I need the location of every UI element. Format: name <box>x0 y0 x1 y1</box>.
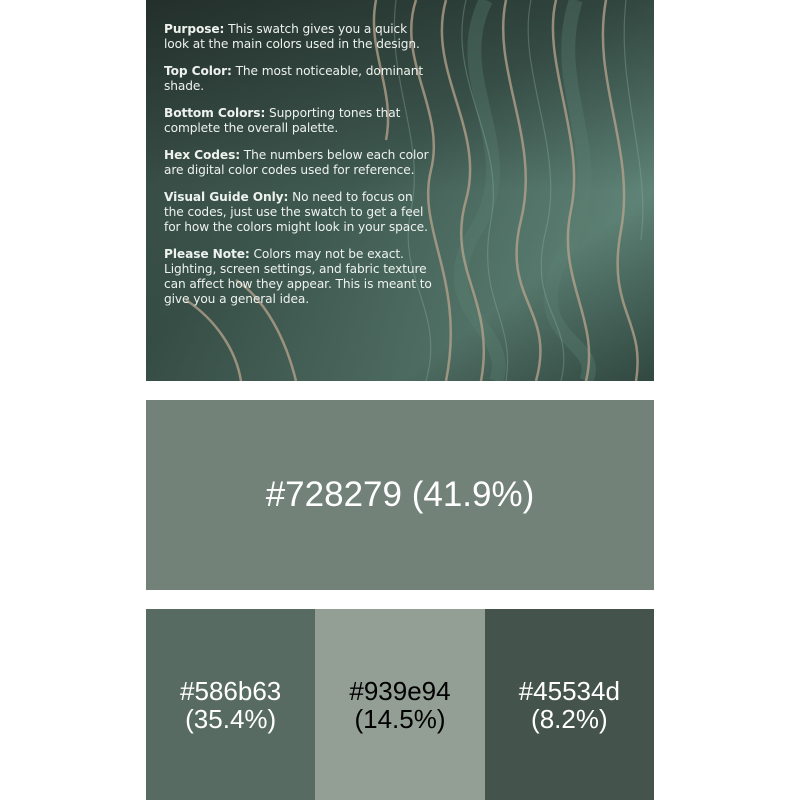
swatch-2-code: #939e94 <box>349 675 451 706</box>
dominant-color-label: #728279 (41.9%) <box>265 475 535 514</box>
swatch-1-pct: (35.4%) <box>185 703 277 734</box>
dominant-color-swatch <box>146 400 654 590</box>
info-bottom-colors: Bottom Colors: Supporting tones that complete the overall palette. <box>164 106 401 135</box>
swatch-2-label <box>349 677 450 733</box>
swatch-1-label <box>180 677 281 733</box>
info-purpose: Purpose: This swatch gives you a quick look at the main colors used in the design. <box>164 22 420 51</box>
fabric-photo <box>146 0 654 381</box>
info-top-color: Top Color: The most noticeable, dominant shade. <box>164 64 424 93</box>
swatch-1-code: #586b63 <box>180 675 282 706</box>
swatch-3-code: #45534d <box>518 675 620 706</box>
swatch-2-pct: (14.5%) <box>354 703 446 734</box>
info-visual-guide: Visual Guide Only: No need to focus on the codes, just use the swatch to get a feel for how the colors might look in your space. <box>164 190 428 234</box>
info-please-note: Please Note: Colors may not be exact. Lighting, screen settings, and fabric texture can affect how they appear. This is meant to give you a general idea. <box>164 247 432 306</box>
info-text <box>164 22 434 319</box>
supporting-colors-row <box>146 609 654 800</box>
swatch-3 <box>485 609 654 800</box>
info-hex-codes: Hex Codes: The numbers below each color are digital color codes used for reference. <box>164 148 429 177</box>
swatch-2 <box>315 609 484 800</box>
swatch-3-label <box>519 677 620 733</box>
swatch-3-pct: (8.2%) <box>531 703 608 734</box>
swatch-1 <box>146 609 315 800</box>
